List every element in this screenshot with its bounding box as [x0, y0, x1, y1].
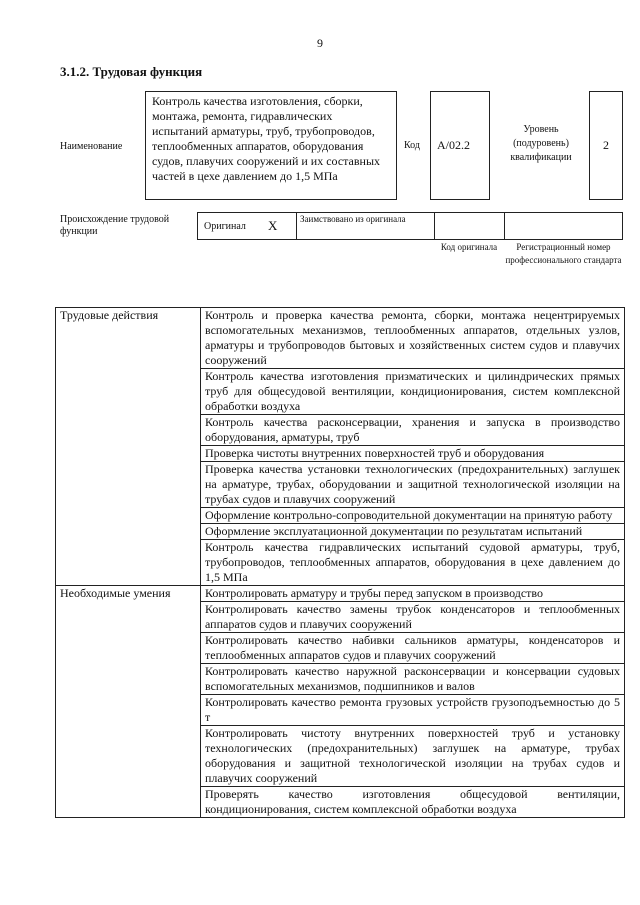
- table-cell: Контроль качества расконсервации, хранения и запуска в производство оборудования, арматуры, труб: [201, 415, 625, 446]
- original-label: Оригинал: [204, 221, 246, 232]
- section-header: Трудовые действия: [56, 308, 201, 586]
- code-label: Код: [404, 140, 420, 151]
- table-cell: Контроль качества гидравлических испытаний судовой арматуры, труб, трубопроводов, теплообменных аппаратов, оборудования в цехе давлением до 1,5 МПа: [201, 540, 625, 586]
- table-cell: Проверка чистоты внутренних поверхностей труб и оборудования: [201, 446, 625, 462]
- table-cell: Контролировать арматуру и трубы перед запуском в производство: [201, 586, 625, 602]
- section-title: 3.1.2. Трудовая функция: [60, 64, 203, 79]
- level-label: Уровень (подуровень) квалификации: [510, 124, 572, 163]
- table-cell: Контролировать качество замены трубок конденсаторов и теплообменных аппаратов судов и плавучих сооружений: [201, 602, 625, 633]
- function-table: [55, 307, 625, 818]
- table-cell: Проверять качество изготовления общесудовой вентиляции, кондиционирования, систем комплексной обработки воздуха: [201, 787, 625, 818]
- level-value: 2: [589, 91, 623, 200]
- name-label: Наименование: [60, 141, 123, 152]
- table-cell: Оформление эксплуатационной документации по результатам испытаний: [201, 524, 625, 540]
- code-original-cell: [434, 212, 505, 240]
- code-value: А/02.2: [430, 91, 490, 200]
- table-cell: Контролировать качество наружной расконсервации и консервации судовых вспомогательных механизмов, подшипников и валов: [201, 664, 625, 695]
- original-mark: X: [268, 218, 278, 233]
- page-number: 9: [317, 36, 323, 50]
- code-original-caption: Код оригинала: [440, 242, 498, 252]
- borrowed-label: Заимствовано из оригинала: [296, 212, 435, 240]
- origin-label: Происхождение трудовой функции: [60, 214, 170, 237]
- origin-row: [197, 212, 623, 240]
- table-cell: Контролировать чистоту внутренних поверхностей труб и установку технологических (предохранительных) заглушек на арматуре, трубах оборудования и защитной технологической изоляции на трубах судов и плавучих сооружений: [201, 726, 625, 787]
- reg-number-caption: Регистрационный номер профессионального стандарта: [505, 242, 622, 265]
- table-cell: Оформление контрольно-сопроводительной документации на принятую работу: [201, 508, 625, 524]
- table-row: [56, 308, 625, 369]
- table-cell: Проверка качества установки технологических (предохранительных) заглушек на арматуре, трубах, оборудовании и защитной технологической изоляции на трубах судов и плавучих сооружений: [201, 462, 625, 508]
- original-cell: [197, 212, 297, 240]
- table-cell: Контролировать качество ремонта грузовых устройств грузоподъемностью до 5 т: [201, 695, 625, 726]
- table-cell: Контролировать качество набивки сальников арматуры, конденсаторов и теплообменных аппаратов судов и плавучих сооружений: [201, 633, 625, 664]
- function-name: Контроль качества изготовления, сборки, монтажа, ремонта, гидравлических испытаний арматуры, труб, трубопроводов, теплообменных аппаратов, оборудования судов, плавучих сооружений и их составных частей в цехе давлением до 1,5 МПа: [145, 91, 397, 200]
- table-row: [56, 586, 625, 602]
- table-cell: Контроль и проверка качества ремонта, сборки, монтажа нецентрируемых вспомогательных механизмов, теплообменных аппаратов, отдельных узлов, арматуры и трубопроводов бытовых и хозяйственных систем судов и плавучих сооружений: [201, 308, 625, 369]
- table-cell: Контроль качества изготовления призматических и цилиндрических прямых труб для общесудовой вентиляции, кондиционирования, систем комплексной обработки воздуха: [201, 369, 625, 415]
- reg-number-cell: [504, 212, 623, 240]
- section-header: Необходимые умения: [56, 586, 201, 818]
